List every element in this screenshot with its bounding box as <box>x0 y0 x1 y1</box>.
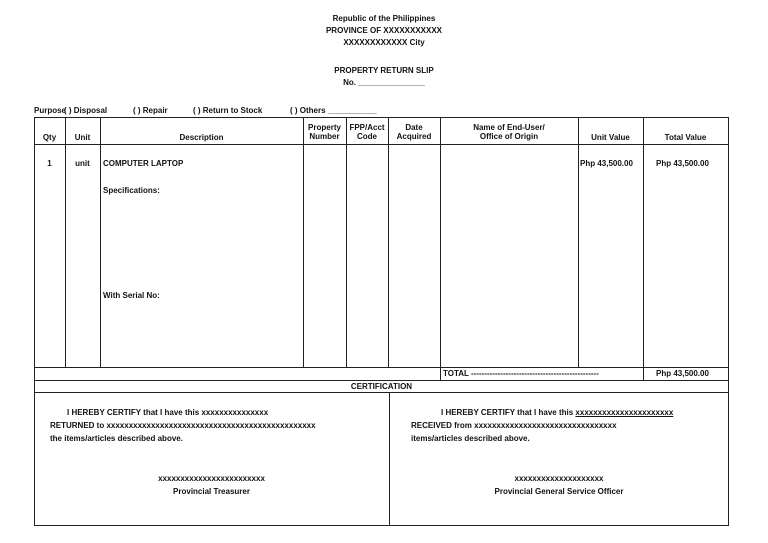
purpose-option-disposal[interactable]: ( ) Disposal <box>64 106 108 115</box>
column-header-description: Description <box>179 133 224 142</box>
left-cert-returned-to-label: RETURNED to <box>50 421 105 430</box>
left-signatory-name: xxxxxxxxxxxxxxxxxxxxxxxx <box>158 474 265 483</box>
right-cert-line1 <box>441 408 673 417</box>
right-signatory-name: xxxxxxxxxxxxxxxxxxxx <box>514 474 604 483</box>
purpose-option-return-to-stock[interactable]: ( ) Return to Stock <box>193 106 263 115</box>
row-specifications: Specifications: <box>103 186 160 195</box>
row-total-value: Php 43,500.00 <box>656 159 709 168</box>
row-unit-value: Php 43,500.00 <box>580 159 633 168</box>
row-unit: unit <box>75 159 90 168</box>
left-signatory-title: Provincial Treasurer <box>173 487 250 496</box>
column-header-unit: Unit <box>74 133 91 142</box>
slip-number: No. _______________ <box>343 78 425 87</box>
column-header-unit-value: Unit Value <box>591 133 630 142</box>
column-header-qty: Qty <box>42 133 57 142</box>
right-cert-line3: items/articles described above. <box>411 434 530 443</box>
right-signatory-title: Provincial General Service Officer <box>494 487 624 496</box>
purpose-option-others[interactable]: ( ) Others ___________ <box>290 106 377 115</box>
left-cert-returned-to-value: xxxxxxxxxxxxxxxxxxxxxxxxxxxxxxxxxxxxxxxxxxxxxxx <box>106 421 316 430</box>
column-header-fpp-acct-code: FPP/Acct Code <box>349 123 385 141</box>
right-cert-received-from-label: RECEIVED from <box>411 421 472 430</box>
header-line-province: PROVINCE OF XXXXXXXXXXX <box>325 26 443 35</box>
header-line-city: XXXXXXXXXXXX City <box>343 38 425 47</box>
certification-title: CERTIFICATION <box>350 382 413 391</box>
header-line-republic: Republic of the Philippines <box>332 14 436 23</box>
purpose-label: Purpose <box>34 106 67 115</box>
right-cert-prefix: I HEREBY CERTIFY that I have this <box>441 408 574 417</box>
right-cert-line2 <box>411 421 617 430</box>
column-header-property-number: Property Number <box>308 123 341 141</box>
total-value: Php 43,500.00 <box>656 369 709 378</box>
left-cert-line3: the items/articles described above. <box>50 434 183 443</box>
purpose-option-repair[interactable]: ( ) Repair <box>133 106 168 115</box>
row-description: COMPUTER LAPTOP <box>103 159 184 168</box>
column-header-date-acquired: Date Acquired <box>396 123 432 141</box>
right-cert-received-from-value: xxxxxxxxxxxxxxxxxxxxxxxxxxxxxxxx <box>474 421 617 430</box>
row-serial-number: With Serial No: <box>103 291 160 300</box>
right-cert-item-value: xxxxxxxxxxxxxxxxxxxxxx <box>575 408 674 417</box>
column-header-end-user: Name of End-User/ Office of Origin <box>473 123 545 141</box>
document-title: PROPERTY RETURN SLIP <box>334 66 434 75</box>
row-qty: 1 <box>47 159 52 168</box>
column-header-total-value: Total Value <box>664 133 707 142</box>
left-cert-line1: I HEREBY CERTIFY that I have this xxxxxxxxxxxxxxx <box>67 408 269 417</box>
left-cert-line2 <box>50 421 316 430</box>
total-label: TOTAL ------------------------------------------------ <box>443 369 599 378</box>
